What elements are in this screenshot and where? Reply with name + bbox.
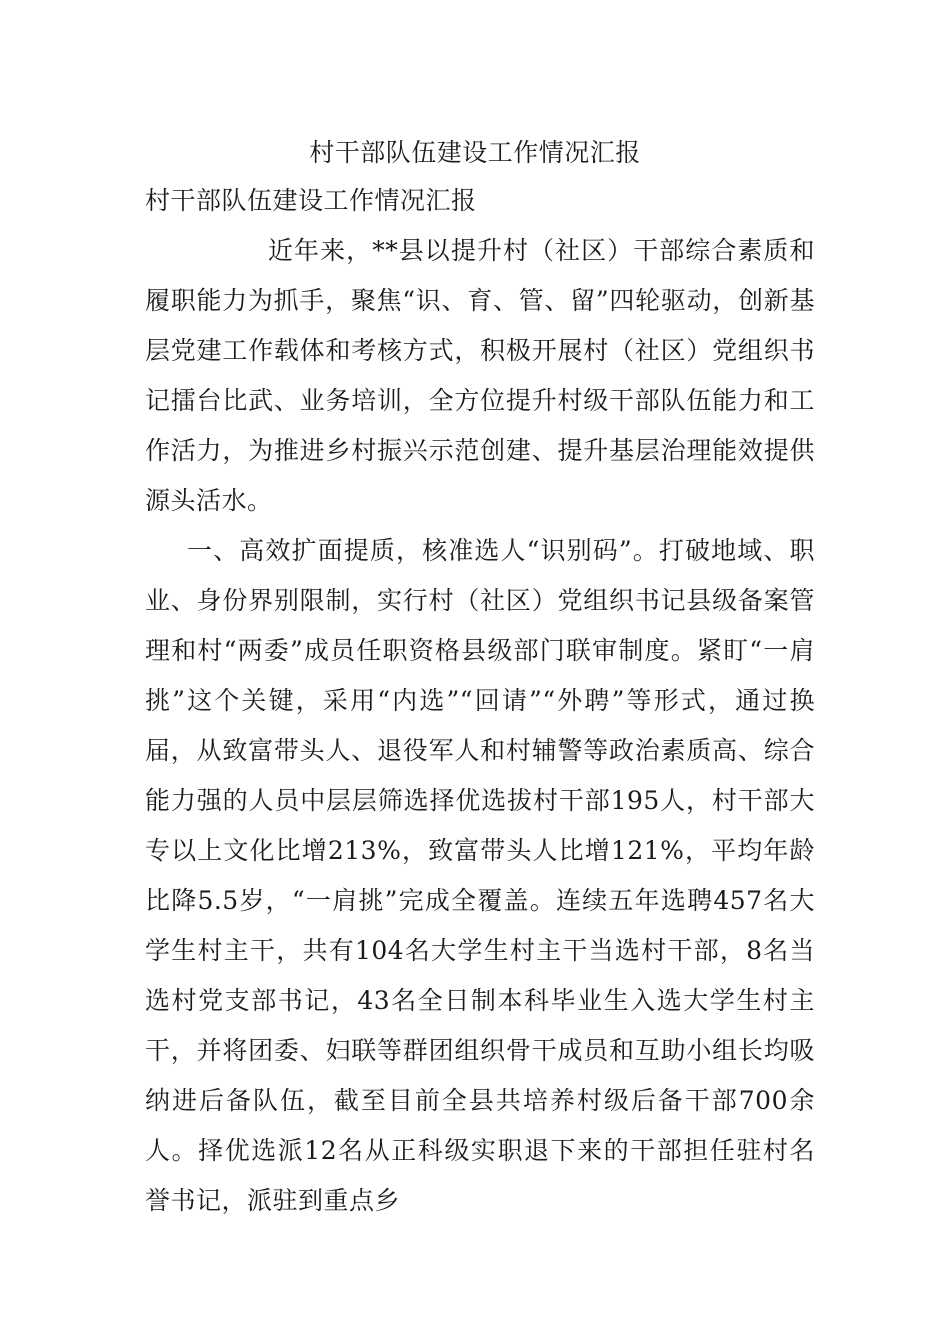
document-subtitle: 村干部队伍建设工作情况汇报 — [145, 186, 477, 215]
document-title: 村干部队伍建设工作情况汇报 — [309, 138, 641, 167]
paragraph-section-one: 一、高效扩面提质，核准选人“识别码”。打破地域、职业、身份界别限制，实行村（社区）党组织书记县级备案管理和村“两委”成员任职资格县级部门联审制度。紧盯“一肩挑”这个关键，采用“内选”“回请”“外聘”等形式，通过换届，从致富带头人、退役军人和村辅警等政治素质高、综合能力强的人员中层层筛选择优选拔村干部195人，村干部大专以上文化比增213%，致富带头人比增121%，平均年龄比降5.5岁，“一肩挑”完成全覆盖。连续五年选聘457名大学生村主干，共有104名大学生村主干当选村干部，8名当选村党支部书记，43名全日制本科毕业生入选大学生村主干，并将团委、妇联等群团组织骨干成员和互助小组长均吸纳进后备队伍，截至目前全县共培养村级后备干部700余人。择优选派12名从正科级实职退下来的干部担任驻村名誉书记，派驻到重点乡 — [145, 536, 815, 1215]
paragraph-intro: 近年来，**县以提升村（社区）干部综合素质和履职能力为抓手，聚焦“识、育、管、留”四轮驱动，创新基层党建工作载体和考核方式，积极开展村（社区）党组织书记擂台比武、业务培训，全方位提升村级干部队伍能力和工作活力，为推进乡村振兴示范创建、提升基层治理能效提供源头活水。 — [145, 236, 815, 515]
